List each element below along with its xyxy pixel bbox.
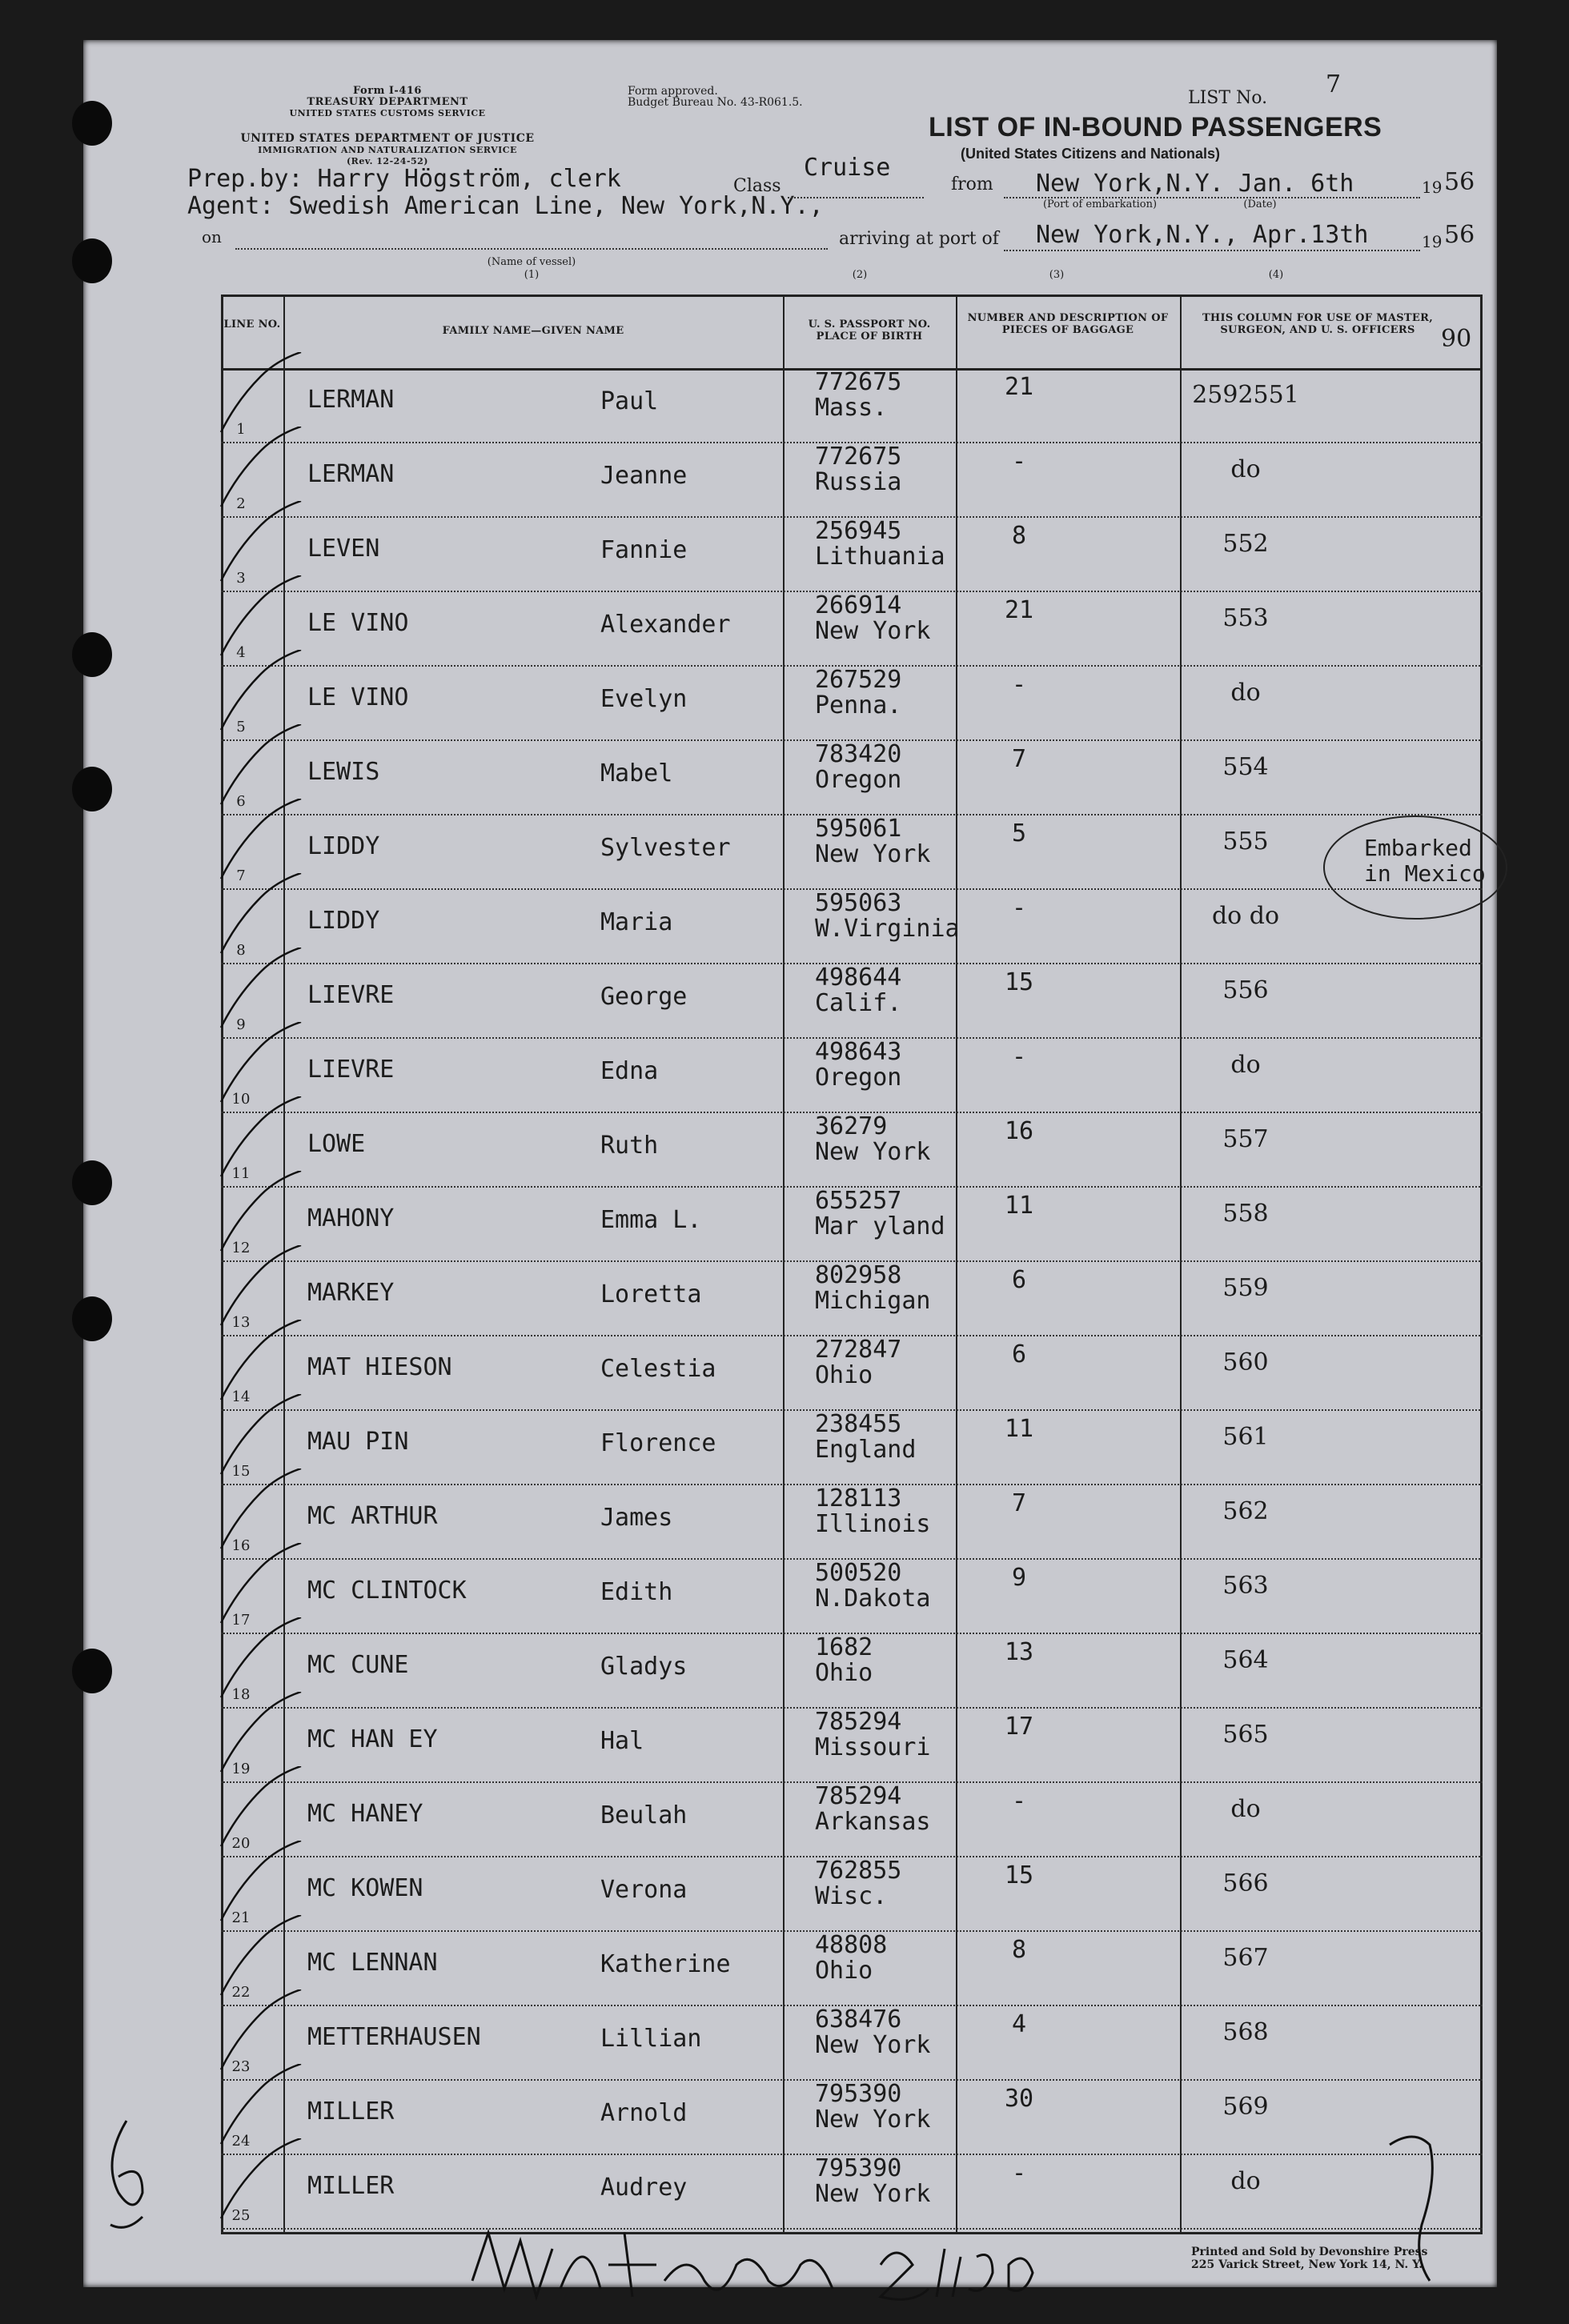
passport-cell [815,2007,931,2058]
table-row [221,666,1483,740]
baggage-count: 21 [1004,373,1034,401]
official-entry: 561 [1222,1423,1269,1451]
table-row [221,1336,1483,1410]
passport-number: 595061 [815,815,902,843]
passport-cell [815,1635,873,1686]
family-name: MAT HIESON [307,1353,452,1381]
passport-number: 500520 [815,1559,902,1587]
official-entry: do [1230,1795,1261,1823]
page-title: LIST OF IN-BOUND PASSENGERS [929,112,1382,142]
place-of-birth: Oregon [815,766,902,794]
agent-line: Agent: Swedish American Line, New York,N.Y., [187,192,824,220]
passport-number: 256945 [815,517,902,545]
printer-credit-1: Printed and Sold by Devonshire Press [1191,2246,1428,2258]
baggage-count: 11 [1004,1192,1034,1220]
line-number: 24 [231,2133,251,2150]
family-name: LIDDY [307,907,380,935]
passport-cell [815,1561,931,1612]
passport-number: 595063 [815,889,902,917]
place-of-birth: Ohio [815,1361,873,1389]
official-entry: 560 [1222,1348,1269,1376]
baggage-count: 6 [1011,1266,1027,1294]
table-body [221,368,1483,2234]
passport-number: 802958 [815,1261,902,1289]
given-name: Loretta [600,1280,702,1308]
baggage-count: 5 [1011,819,1027,847]
family-name: MC LENNAN [307,1949,438,1977]
passport-number: 772675 [815,443,902,471]
official-entry: 569 [1222,2093,1269,2121]
family-name: MILLER [307,2172,395,2200]
official-entry: 556 [1222,976,1269,1004]
from-value: New York,N.Y. Jan. 6th [1036,170,1354,198]
passport-number: 128113 [815,1485,902,1513]
family-name: MARKEY [307,1279,395,1307]
passport-cell [815,1412,916,1463]
family-name: LERMAN [307,386,395,414]
year-2: 56 [1444,221,1475,249]
official-entry: 553 [1222,604,1269,632]
passport-cell [815,593,931,644]
line-number: 25 [231,2207,251,2224]
official-entry: 558 [1222,1200,1269,1228]
official-entry: 568 [1222,2018,1269,2046]
table-row [221,1857,1483,1931]
place-of-birth: Russia [815,468,902,496]
official-entry: 567 [1222,1944,1269,1972]
dept-immigration: IMMIGRATION AND NATURALIZATION SERVICE [258,145,517,155]
given-name: George [600,983,688,1011]
line-number: 4 [236,644,246,661]
place-of-birth: Michigan [815,1287,931,1315]
given-name: Edith [600,1578,673,1606]
passport-cell [815,2156,931,2207]
passport-cell [815,667,901,719]
form-revision: (Rev. 12-24-52) [346,156,429,166]
official-entry: 564 [1222,1646,1269,1674]
class-value: Cruise [804,154,891,182]
official-entry: do [1230,455,1261,483]
passport-cell [815,742,901,793]
baggage-count: 9 [1011,1564,1027,1592]
family-name: MAHONY [307,1204,395,1232]
signature [464,2217,1073,2313]
vessel-caption: (Name of vessel) [487,256,576,268]
given-name: Jeanne [600,462,688,490]
check-mark [213,2138,309,2226]
baggage-count: 7 [1011,1489,1027,1517]
official-entry: 554 [1222,753,1269,781]
line-number: 16 [231,1537,251,1554]
passport-number: 785294 [815,1782,902,1810]
place-of-birth: New York [815,2180,931,2208]
place-of-birth: New York [815,617,931,645]
vessel-field [235,248,828,250]
table-row [221,591,1483,666]
check-mark-bottom-right [1382,2129,1462,2289]
official-entry: 559 [1222,1274,1269,1302]
line-number: 14 [231,1388,251,1405]
family-name: LIEVRE [307,981,395,1009]
official-entry: do [1230,1051,1261,1079]
passport-number: 638476 [815,2005,902,2034]
table-row [221,964,1483,1038]
place-of-birth: New York [815,1138,931,1166]
family-name: MAU PIN [307,1428,409,1456]
punch-hole [72,632,112,677]
baggage-count: - [1011,447,1027,475]
passport-number: 655257 [815,1187,902,1215]
passport-cell [815,1040,901,1091]
col-num-2: (2) [852,269,868,281]
table-row [221,1559,1483,1633]
line-number: 23 [231,2058,251,2075]
passport-cell [815,1933,887,1984]
passport-number: 238455 [815,1410,902,1438]
table-row [221,1038,1483,1112]
family-name: LEWIS [307,758,380,786]
family-name: LE VINO [307,683,409,711]
list-no-label: LIST No. [1188,88,1268,108]
family-name: MC CUNE [307,1651,409,1679]
given-name: Emma L. [600,1206,702,1234]
family-name: LIEVRE [307,1056,395,1084]
line-number: 5 [236,719,246,735]
official-entry: 565 [1222,1721,1269,1749]
header-baggage: NUMBER AND DESCRIPTION OF PIECES OF BAGGAGE [967,312,1169,336]
baggage-count: 4 [1011,2010,1027,2038]
passport-number: 498643 [815,1038,902,1066]
place-of-birth: Missouri [815,1733,931,1761]
given-name: Paul [600,387,659,415]
given-name: Ruth [600,1132,659,1160]
place-of-birth: New York [815,840,931,868]
family-name: LEVEN [307,535,380,563]
official-entry: 2592551 [1192,381,1299,409]
given-name: Audrey [600,2174,688,2202]
table-row [221,1633,1483,1708]
passport-cell [815,1709,931,1761]
dept-customs: UNITED STATES CUSTOMS SERVICE [289,108,486,118]
dept-justice: UNITED STATES DEPARTMENT OF JUSTICE [240,132,535,145]
place-of-birth: Arkansas [815,1808,931,1836]
table-row [221,1708,1483,1782]
family-name: LIDDY [307,832,380,860]
given-name: Evelyn [600,685,688,713]
table-row [221,443,1483,517]
baggage-count: - [1011,671,1027,699]
punch-hole [72,238,112,283]
col-num-3: (3) [1049,269,1065,281]
year-prefix-1: 19 [1422,178,1443,197]
baggage-count: - [1011,894,1027,922]
header-name: FAMILY NAME—GIVEN NAME [442,325,624,337]
place-of-birth: Oregon [815,1064,902,1092]
line-number: 19 [231,1761,251,1777]
place-of-birth: N.Dakota [815,1585,931,1613]
prepared-by: Prep.by: Harry Högström, clerk [187,165,621,193]
arriving-label: arriving at port of [839,229,999,249]
table-row [221,1410,1483,1485]
year-1: 56 [1444,168,1475,196]
passport-cell [815,965,901,1016]
line-number: 15 [231,1463,251,1480]
family-name: LE VINO [307,609,409,637]
form-number: Form I-416 [353,85,422,97]
passport-number: 36279 [815,1112,888,1140]
arrival-field [1004,250,1420,251]
given-name: Edna [600,1057,659,1085]
list-no-value: 7 [1326,70,1342,98]
passport-cell [815,370,901,421]
passport-number: 266914 [815,591,902,619]
place-of-birth: Mass. [815,394,888,422]
table-row [221,815,1483,889]
family-name: MC CLINTOCK [307,1577,467,1605]
table-row [221,889,1483,964]
passport-cell [815,444,901,495]
table-row [221,1187,1483,1261]
line-number: 10 [231,1091,251,1108]
place-of-birth: New York [815,2031,931,2059]
line-number: 8 [236,942,246,959]
punch-hole [72,1649,112,1693]
passport-cell [815,1337,901,1388]
family-name: LOWE [307,1130,366,1158]
baggage-count: - [1011,1043,1027,1071]
place-of-birth: Lithuania [815,543,945,571]
given-name: Hal [600,1727,644,1755]
given-name: James [600,1504,673,1532]
family-name: MC HAN EY [307,1725,438,1753]
family-name: MC HANEY [307,1800,423,1828]
place-of-birth: New York [815,2106,931,2134]
place-of-birth: Calif. [815,989,902,1017]
official-entry: do [1230,679,1261,707]
place-of-birth: W.Virginia [815,915,960,943]
official-entry: do [1230,2167,1261,2195]
official-entry: 557 [1222,1125,1269,1153]
given-name: Verona [600,1876,688,1904]
table-row [221,1485,1483,1559]
place-of-birth: Mar yland [815,1212,945,1240]
official-entry: 563 [1222,1572,1269,1600]
given-name: Arnold [600,2099,688,2127]
passport-number: 795390 [815,2080,902,2108]
family-name: MC ARTHUR [307,1502,438,1530]
place-of-birth: Wisc. [815,1882,888,1910]
given-name: Fannie [600,536,688,564]
official-entry: do do [1211,902,1280,930]
baggage-count: 8 [1011,1936,1027,1964]
table-row [221,1261,1483,1336]
table-row [221,2080,1483,2154]
baggage-count: 21 [1004,596,1034,624]
given-name: Celestia [600,1355,716,1383]
punch-hole [72,101,112,146]
header-passport: U. S. PASSPORT NO. PLACE OF BIRTH [808,319,931,343]
official-entry: 566 [1222,1869,1269,1897]
family-name: METTERHAUSEN [307,2023,481,2051]
arriving-value: New York,N.Y., Apr.13th [1036,221,1369,249]
line-number: 12 [231,1240,251,1256]
col-num-4: (4) [1268,269,1284,281]
baggage-count: 16 [1004,1117,1034,1145]
given-name: Florence [600,1429,716,1457]
port-caption: (Port of embarkation) [1042,198,1158,210]
passport-number: 272847 [815,1336,902,1364]
line-number: 2 [236,495,246,512]
budget-bureau: Budget Bureau No. 43-R061.5. [628,96,803,109]
passport-cell [815,2082,931,2133]
year-prefix-2: 19 [1422,232,1443,251]
table-row [221,517,1483,591]
given-name: Maria [600,908,673,936]
passport-cell [815,519,945,570]
passport-cell [815,1188,945,1240]
passport-number: 498644 [815,964,902,992]
given-name: Sylvester [600,834,731,862]
place-of-birth: Illinois [815,1510,931,1538]
passport-cell [815,1784,931,1835]
line-number: 22 [231,1984,251,2001]
passport-number: 48808 [815,1931,888,1959]
line-number: 3 [236,570,246,587]
embarked-annotation: Embarked in Mexico [1364,835,1486,887]
place-of-birth: Ohio [815,1659,873,1687]
printer-credit-2: 225 Varick Street, New York 14, N. Y. [1191,2258,1423,2271]
line-number: 9 [236,1016,246,1033]
given-name: Mabel [600,759,673,787]
line-number: 18 [231,1686,251,1703]
line-number: 13 [231,1314,251,1331]
passport-cell [815,1486,931,1537]
given-name: Alexander [600,611,731,639]
baggage-count: 13 [1004,1638,1034,1666]
table-row [221,1931,1483,2005]
line-number: 11 [231,1165,251,1182]
family-name: LERMAN [307,460,395,488]
baggage-count: 15 [1004,1861,1034,1889]
from-label: from [951,174,993,194]
line-number: 7 [236,867,246,884]
passport-cell [815,1263,931,1314]
passport-number: 795390 [815,2154,902,2182]
baggage-count: 7 [1011,745,1027,773]
given-name: Lillian [600,2025,702,2053]
header-officers: THIS COLUMN FOR USE OF MASTER, SURGEON, AND U. S. OFFICERS [1202,312,1434,336]
passport-cell [815,1114,931,1165]
passport-number: 772675 [815,368,902,396]
given-name: Gladys [600,1653,688,1681]
on-label: on [202,227,222,246]
given-name: Beulah [600,1801,688,1829]
baggage-count: 15 [1004,968,1034,996]
place-of-birth: Penna. [815,691,902,719]
passport-number: 783420 [815,740,902,768]
line-number: 21 [231,1909,251,1926]
form-approved: Form approved. [628,85,718,98]
line-number: 17 [231,1612,251,1629]
official-entry: 562 [1222,1497,1269,1525]
place-of-birth: England [815,1436,917,1464]
place-of-birth: Ohio [815,1957,873,1985]
baggage-count: 17 [1004,1713,1034,1741]
passport-number: 785294 [815,1708,902,1736]
line-number: 6 [236,793,246,810]
margin-number: 90 [1441,325,1472,353]
punch-hole [72,1296,112,1341]
baggage-count: - [1011,1787,1027,1815]
punch-hole [72,767,112,811]
table-row [221,2005,1483,2080]
page-subtitle: (United States Citizens and Nationals) [961,146,1221,162]
class-field [788,197,924,198]
passport-cell [815,816,931,867]
passport-number: 1682 [815,1633,873,1661]
baggage-count: 8 [1011,522,1027,550]
family-name: MC KOWEN [307,1874,423,1902]
table-row [221,740,1483,815]
passenger-table [221,295,1486,2234]
table-row [221,368,1483,443]
col-num-1: (1) [524,269,540,281]
table-row [221,1112,1483,1187]
passport-cell [815,1858,901,1909]
header-line-no: LINE NO. [223,319,281,331]
baggage-count: - [1011,2159,1027,2187]
family-name: MILLER [307,2098,395,2126]
date-caption: (Date) [1243,198,1277,210]
given-name: Katherine [600,1950,731,1978]
line-number: 20 [231,1835,251,1852]
margin-mark [94,2113,159,2241]
punch-hole [72,1160,112,1205]
passport-number: 762855 [815,1857,902,1885]
baggage-count: 30 [1004,2085,1034,2113]
passport-cell [815,891,960,942]
line-number: 1 [236,421,246,438]
passport-number: 267529 [815,666,902,694]
official-entry: 552 [1222,530,1269,558]
dept-treasury: TREASURY DEPARTMENT [307,96,468,108]
table-row [221,1782,1483,1857]
official-entry: 555 [1222,827,1269,855]
baggage-count: 11 [1004,1415,1034,1443]
baggage-count: 6 [1011,1340,1027,1368]
class-label: Class [733,176,781,196]
